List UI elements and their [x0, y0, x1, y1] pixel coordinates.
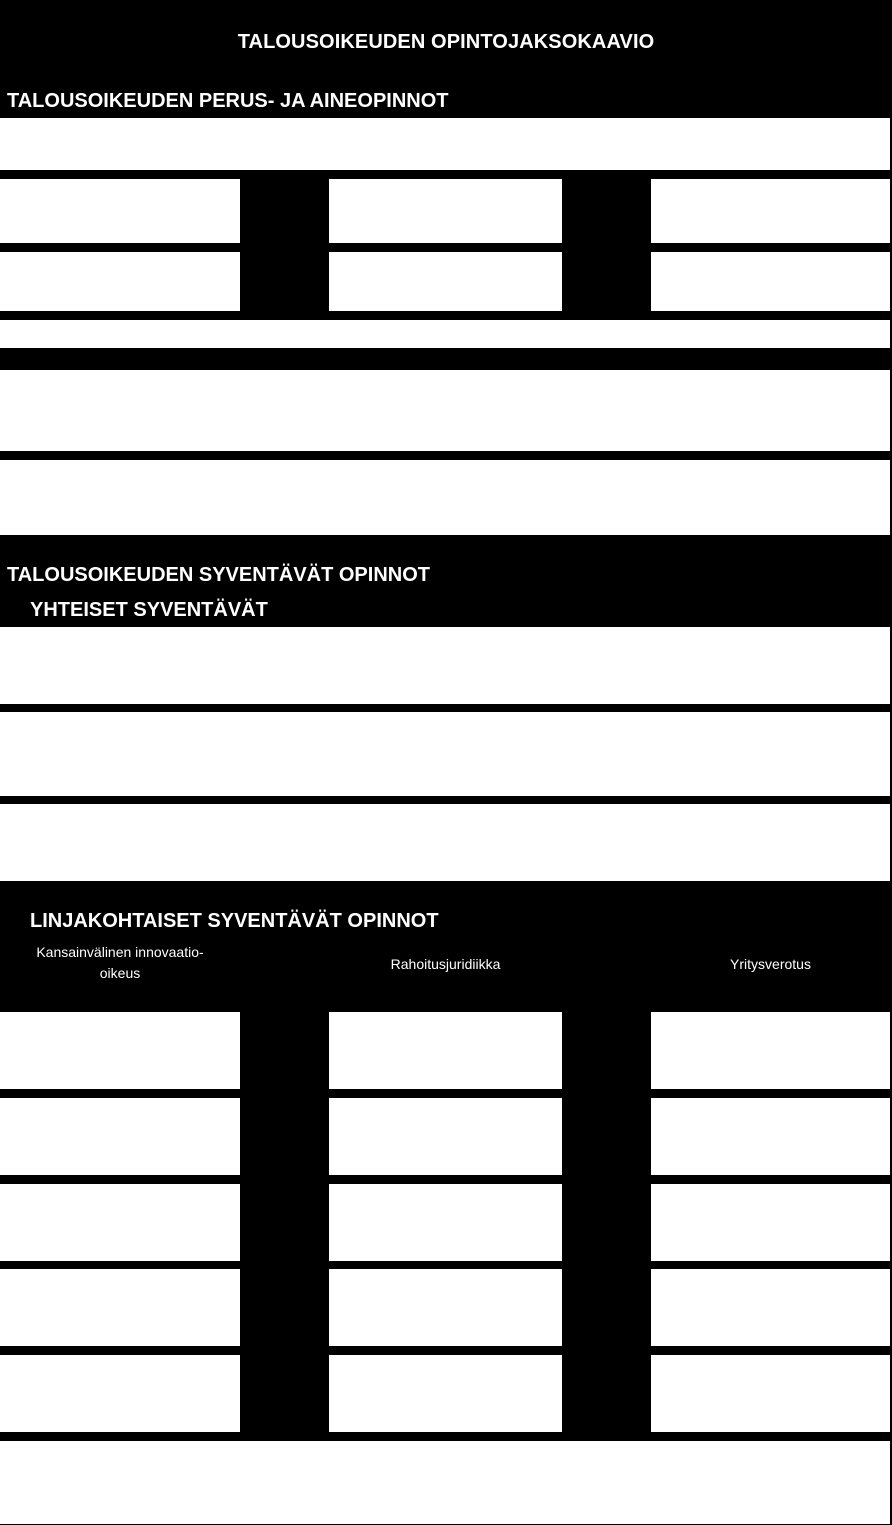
- track-box-r3-c2: [329, 1184, 562, 1261]
- track-box-r5-c1: [0, 1355, 240, 1432]
- basic-course-box-wide-4: [0, 460, 890, 535]
- track-box-r1-c2: [329, 1012, 562, 1089]
- advanced-course-box-1: [0, 627, 890, 704]
- track-label-innovation: [0, 942, 240, 984]
- track-box-r2-c2: [329, 1098, 562, 1175]
- basic-course-box-wide-1: [0, 118, 890, 170]
- track-box-r3-c3: [651, 1184, 890, 1261]
- basic-course-box-row2-col2: [329, 252, 562, 311]
- basic-course-box-wide-3: [0, 370, 890, 451]
- advanced-course-box-3: [0, 804, 890, 881]
- track-box-r2-c3: [651, 1098, 890, 1175]
- track-label-innovation-line2: oikeus: [99, 965, 141, 981]
- diagram-title: TALOUSOIKEUDEN OPINTOJAKSOKAAVIO: [237, 31, 655, 53]
- track-box-r1-c3: [651, 1012, 890, 1089]
- track-label-innovation-line1: Kansainvälinen innovaatio-: [36, 944, 204, 960]
- final-course-box: [0, 1441, 890, 1524]
- section-advanced-title: TALOUSOIKEUDEN SYVENTÄVÄT OPINNOT: [7, 564, 430, 586]
- track-box-r5-c3: [651, 1355, 890, 1432]
- section-advanced-subtitle: YHTEISET SYVENTÄVÄT: [30, 599, 268, 621]
- track-box-r4-c3: [651, 1269, 890, 1346]
- basic-course-box-row1-col2: [329, 179, 562, 243]
- track-label-finance: Rahoitusjuridiikka: [390, 956, 501, 972]
- section-basic-title: TALOUSOIKEUDEN PERUS- JA AINEOPINNOT: [7, 90, 449, 112]
- track-box-r4-c2: [329, 1269, 562, 1346]
- track-box-r1-c1: [0, 1012, 240, 1089]
- advanced-course-box-2: [0, 712, 890, 796]
- basic-course-box-row1-col3: [651, 179, 890, 243]
- track-box-r4-c1: [0, 1269, 240, 1346]
- track-box-r2-c1: [0, 1098, 240, 1175]
- basic-course-box-row1-col1: [0, 179, 240, 243]
- basic-course-box-wide-2: [0, 320, 890, 348]
- basic-course-box-row2-col1: [0, 252, 240, 311]
- track-label-taxation: Yritysverotus: [730, 956, 811, 972]
- section-tracks-title: LINJAKOHTAISET SYVENTÄVÄT OPINNOT: [30, 910, 439, 932]
- track-box-r5-c2: [329, 1355, 562, 1432]
- basic-course-box-row2-col3: [651, 252, 890, 311]
- track-box-r3-c1: [0, 1184, 240, 1261]
